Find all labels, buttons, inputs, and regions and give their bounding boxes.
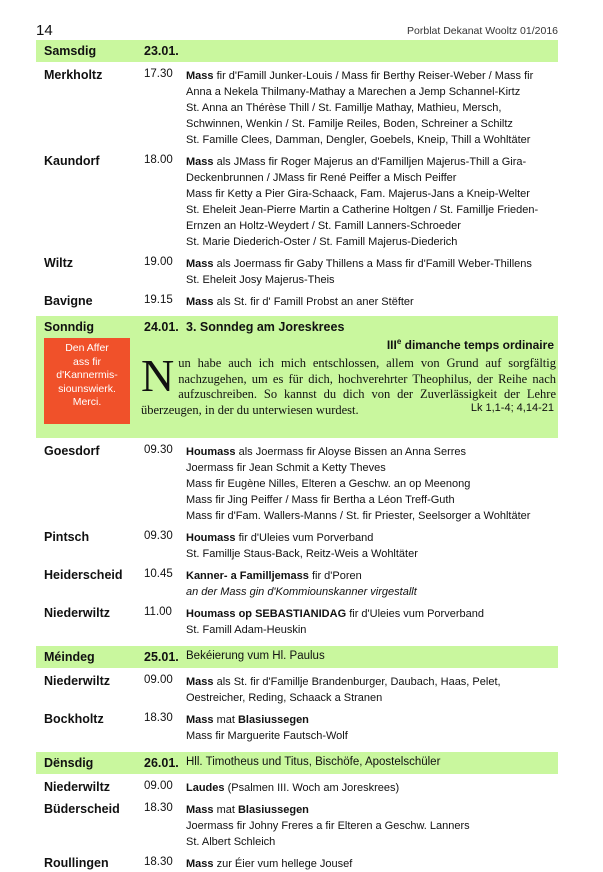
service-type: Mass xyxy=(186,70,214,82)
description-line: Deckenbrunnen / JMass fir René Peiffer a Misch Peiffer xyxy=(186,172,457,184)
day-date: 25.01. xyxy=(144,650,179,664)
service-time: 18.30 xyxy=(144,802,173,814)
day-name: Dënsdig xyxy=(44,756,94,770)
parish-name: Merkholtz xyxy=(44,68,103,82)
service-type: Blasiussegen xyxy=(237,714,309,726)
day-date: 24.01. xyxy=(144,320,179,334)
description-line: Laudes (Psalmen III. Woch am Joreskrees) xyxy=(186,782,400,794)
tuesday-entries xyxy=(36,780,558,872)
section-gap xyxy=(36,638,558,646)
description-line: St. Famill Adam-Heuskin xyxy=(186,624,307,636)
description-line: Oestreicher, Reding, Schaack a Stranen xyxy=(186,692,383,704)
service-type: Mass xyxy=(186,714,214,726)
parish-name: Wiltz xyxy=(44,256,74,270)
service-description xyxy=(186,256,558,288)
day-name: Samsdig xyxy=(44,44,97,58)
service-time: 09.00 xyxy=(144,674,173,686)
page-number: 14 xyxy=(36,22,53,39)
parish-name: Heiderscheid xyxy=(44,568,123,582)
service-entry xyxy=(36,256,558,288)
description-line: Mass fir d'Famill Junker-Louis / Mass fir Berthy Reiser-Weber / Mass fir xyxy=(186,70,534,82)
service-entry xyxy=(36,674,558,706)
description-line: Schwinnen, Wenkin / St. Familje Reiles, Boden, Schreiner a Schiltz xyxy=(186,118,513,130)
service-description xyxy=(186,674,558,706)
publication-title: Porblat Dekanat Wooltz 01/2016 xyxy=(407,25,558,37)
sunday-entries xyxy=(36,444,558,646)
day-date: 23.01. xyxy=(144,44,179,58)
offering-notice-line: Merci. xyxy=(72,396,102,408)
description-line: Ernzen an Holtz-Weydert / St. Famill Lanners-Schroeder xyxy=(186,220,461,232)
description-line: Mass fir Eugène Nilles, Elteren a Geschw. an op Meenong xyxy=(186,478,471,490)
service-type: Mass xyxy=(186,156,214,168)
service-description xyxy=(186,802,558,850)
service-time: 18.30 xyxy=(144,712,173,724)
service-entry xyxy=(36,154,558,250)
day-note: Bekéierung vum Hl. Paulus xyxy=(186,650,325,662)
parish-name: Bockholtz xyxy=(44,712,104,726)
description-line: St. Marie Diederich-Oster / St. Famill Majerus-Diederich xyxy=(186,236,458,248)
service-description xyxy=(186,294,558,310)
day-header-tuesday xyxy=(36,752,558,774)
description-line: Mass als Joermass fir Gaby Thillens a Mass fir d'Famill Weber-Thillens xyxy=(186,258,532,270)
service-entry xyxy=(36,606,558,638)
service-description xyxy=(186,712,558,744)
service-time: 10.45 xyxy=(144,568,173,580)
service-type: Houmass xyxy=(186,532,236,544)
parish-name: Bavigne xyxy=(44,294,93,308)
service-entry xyxy=(36,530,558,562)
service-time: 18.00 xyxy=(144,154,173,166)
parish-name: Roullingen xyxy=(44,856,109,870)
service-type: Blasiussegen xyxy=(237,804,309,816)
sunday-title-fr: IIIe dimanche temps ordinaire xyxy=(386,337,554,352)
parish-name: Pintsch xyxy=(44,530,90,544)
service-time: 09.00 xyxy=(144,780,173,792)
description-line: Mass als JMass fir Roger Majerus an d'Familljen Majerus-Thill a Gira- xyxy=(186,156,527,168)
description-line: Kanner- a Familljemass fir d'Poren xyxy=(186,570,362,582)
service-type: Kanner- a Familljemass xyxy=(186,570,309,582)
service-time: 17.30 xyxy=(144,68,173,80)
schedule xyxy=(36,40,558,872)
parish-name: Niederwiltz xyxy=(44,606,110,620)
sunday-title: 3. Sonndeg am Joreskrees xyxy=(186,320,345,334)
service-description xyxy=(186,444,558,524)
description-line: St. Famille Clees, Damman, Dengler, Goebels, Kneip, Thill a Wohltäter xyxy=(186,134,531,146)
service-type: Mass xyxy=(186,858,214,870)
description-line: Houmass op SEBASTIANIDAG fir d'Uleies vum Porverband xyxy=(186,608,484,620)
service-type: Laudes xyxy=(186,782,225,794)
offering-notice-line: siounswierk. xyxy=(58,382,116,395)
description-line: St. Albert Schleich xyxy=(186,836,276,848)
drop-cap: N xyxy=(141,350,175,401)
service-time: 19.00 xyxy=(144,256,173,268)
day-date: 26.01. xyxy=(144,756,179,770)
service-description xyxy=(186,856,558,872)
parish-name: Niederwiltz xyxy=(44,780,110,794)
offering-notice xyxy=(44,338,130,424)
description-line: St. Eheleit Josy Majerus-Theis xyxy=(186,274,335,286)
service-description xyxy=(186,780,558,796)
parish-name: Kaundorf xyxy=(44,154,100,168)
description-line: Mass mat Blasiussegen xyxy=(186,804,309,816)
page-header xyxy=(36,22,558,40)
description-line xyxy=(186,584,558,600)
service-description xyxy=(186,606,558,638)
description-line: Joermass fir Johny Freres a fir Elteren a Geschw. Lanners xyxy=(186,820,470,832)
service-entry xyxy=(36,444,558,524)
service-type: Mass xyxy=(186,676,214,688)
description-line: Mass fir Marguerite Fautsch-Wolf xyxy=(186,730,348,742)
gospel-reference: Lk 1,1-4; 4,14-21 xyxy=(470,402,554,414)
description-line: St. Anna an Thérèse Thill / St. Famillje Mathay, Mathieu, Mersch, xyxy=(186,102,502,114)
description-line: Mass als St. fir d' Famill Probst an aner Stëfter xyxy=(186,296,414,308)
service-type: Houmass xyxy=(186,446,236,458)
day-header-saturday xyxy=(36,40,558,62)
parish-name: Goesdorf xyxy=(44,444,100,458)
description-line: Mass fir d'Fam. Wallers-Manns / St. fir Priester, Seelsorger a Wohltäter xyxy=(186,510,531,522)
description-line: Mass als St. fir d'Famillje Brandenburger, Daubach, Haas, Pelet, xyxy=(186,676,501,688)
service-entry xyxy=(36,802,558,850)
service-type: Mass xyxy=(186,804,214,816)
service-entry xyxy=(36,68,558,148)
day-header-monday xyxy=(36,646,558,668)
description-line: Mass fir Ketty a Pier Gira-Schaack, Fam. Majerus-Jans a Kneip-Welter xyxy=(186,188,530,200)
description-line: St. Famillje Staus-Back, Reitz-Weis a Wohltäter xyxy=(186,548,418,560)
parish-name: Büderscheid xyxy=(44,802,120,816)
service-type: Houmass op SEBASTIANIDAG xyxy=(186,608,347,620)
gospel-text: un habe auch ich mich entschlossen, allem von Grund auf sorgfältig nachzugehen, um es für dich, hochverehrter Theophilus, der Reihe nach aufzuschreiben. So kannst du dich von der Zuverlässigkeit der Lehre überzeugen, in der du unterwiesen wurdest. xyxy=(141,356,556,417)
parish-name: Niederwiltz xyxy=(44,674,110,688)
description-line: Houmass fir d'Uleies vum Porverband xyxy=(186,532,374,544)
service-entry xyxy=(36,568,558,600)
day-name: Méindeg xyxy=(44,650,95,664)
service-entry xyxy=(36,294,558,310)
service-note: an der Mass gin d'Kommiounskanner virgestallt xyxy=(186,586,417,598)
saturday-entries xyxy=(36,68,558,316)
offering-notice-line: Den Affer xyxy=(65,342,109,354)
description-line: Joermass fir Jean Schmit a Ketty Theves xyxy=(186,462,386,474)
description-line: Houmass als Joermass fir Aloyse Bissen an Anna Serres xyxy=(186,446,467,458)
service-description xyxy=(186,68,558,148)
service-description xyxy=(186,568,558,600)
day-note: Hll. Timotheus und Titus, Bischöfe, Apostelschüler xyxy=(186,756,441,768)
service-time: 18.30 xyxy=(144,856,173,868)
service-type: Mass xyxy=(186,258,214,270)
service-entry xyxy=(36,712,558,744)
section-gap xyxy=(36,744,558,752)
description-line: Mass zur Éier vum hellege Jousef xyxy=(186,858,353,870)
service-time: 19.15 xyxy=(144,294,173,306)
offering-notice-line: d'Kannermis- xyxy=(56,369,118,381)
description-line: Anna a Nekela Thilmany-Mathay a Marechen a Jemp Schannel-Kirtz xyxy=(186,86,521,98)
service-time: 11.00 xyxy=(144,606,172,618)
description-line: Mass fir Jing Peiffer / Mass fir Bertha a Léon Treff-Guth xyxy=(186,494,455,506)
day-header-sunday xyxy=(36,316,558,438)
description-line: St. Eheleit Jean-Pierre Martin a Catherine Holtgen / St. Famillje Frieden- xyxy=(186,204,539,216)
day-name: Sonndig xyxy=(44,320,94,334)
monday-entries xyxy=(36,674,558,752)
service-entry xyxy=(36,856,558,872)
offering-notice-line: ass fir xyxy=(72,355,101,368)
description-line: Mass mat Blasiussegen xyxy=(186,714,309,726)
service-entry xyxy=(36,780,558,796)
service-description xyxy=(186,154,558,250)
service-type: Mass xyxy=(186,296,214,308)
service-time: 09.30 xyxy=(144,444,173,456)
service-description xyxy=(186,530,558,562)
service-time: 09.30 xyxy=(144,530,173,542)
